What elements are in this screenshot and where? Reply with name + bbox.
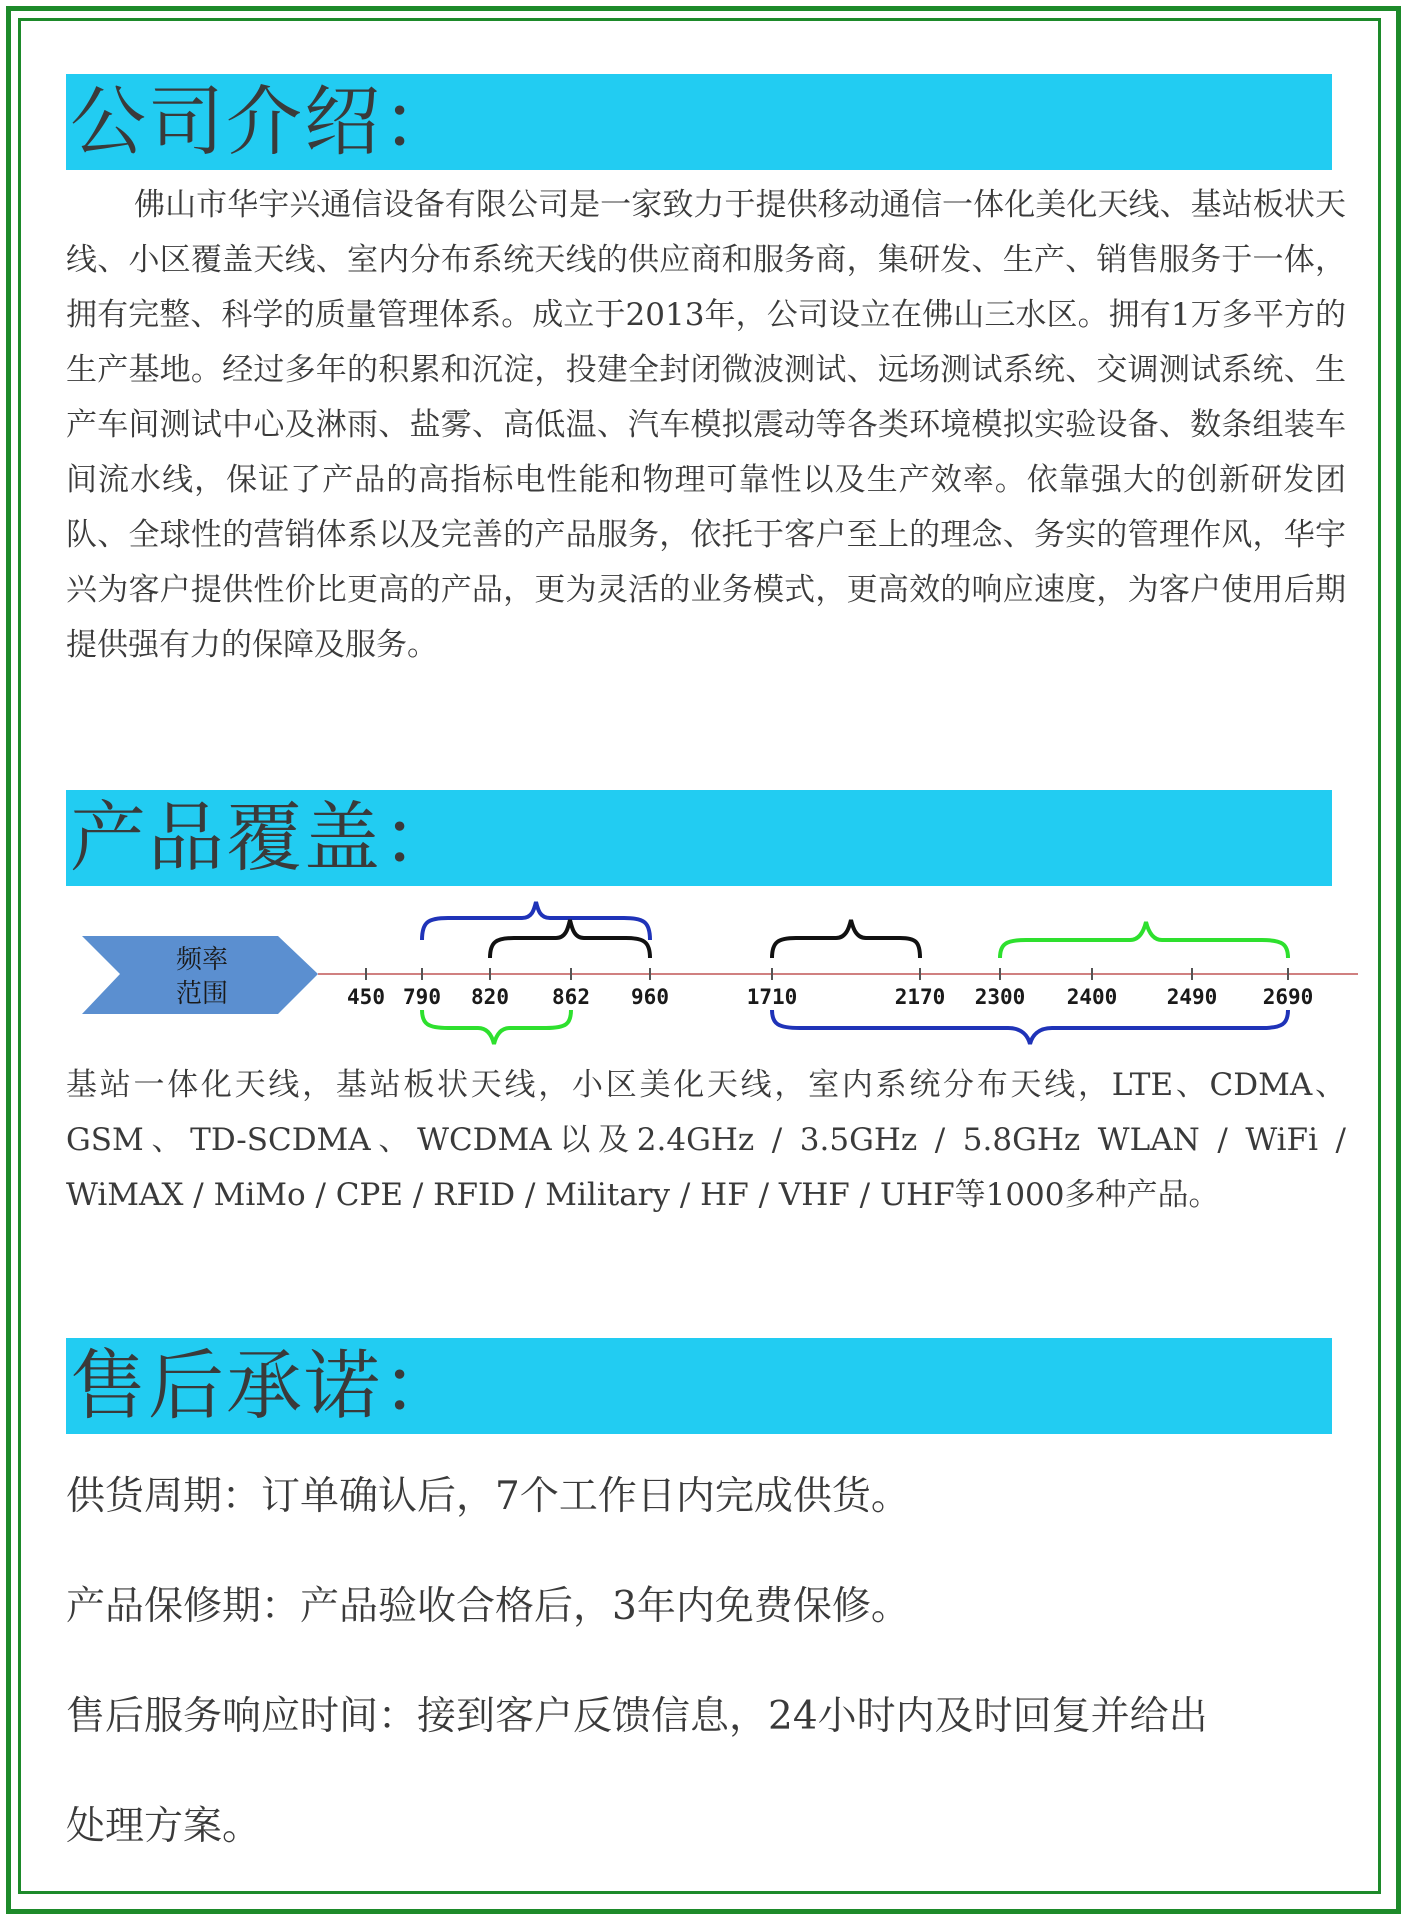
tick-label-2300: 2300 <box>974 985 1026 1009</box>
tick-label-790: 790 <box>403 985 441 1009</box>
tick-label-2170: 2170 <box>894 985 946 1009</box>
tick-label-450: 450 <box>347 985 385 1009</box>
promise-delivery: 供货周期：订单确认后，7个工作日内完成供货。 <box>66 1474 910 1519</box>
brace-green-2300-2690 <box>1000 922 1288 958</box>
arrow-label-line1: 频率 <box>175 945 229 975</box>
intro-paragraph: 佛山市华宇兴通信设备有限公司是一家致力于提供移动通信一体化美化天线、基站板状天线、小区覆盖天线、室内分布系统天线的供应商和服务商，集研发、生产、销售服务于一体，拥有完整、科学的质量管理体系。成立于2013年，公司设立在佛山三水区。拥有1万多平方的生产基地。经过多年的积累和沉淀，投建全封闭微波测试、远场测试系统、交调测试系统、生产车间测试中心及淋雨、盐雾、高低温、汽车模拟震动等各类环境模拟实验设备、数条组装车间流水线，保证了产品的高指标电性能和物理可靠性以及生产效率。依靠强大的创新研发团队、全球性的营销体系以及完善的产品服务，依托于客户至上的理念、务实的管理作风，华宇兴为客户提供性价比更高的产品，更为灵活的业务模式，更高效的响应速度，为客户使用后期提供强有力的保障及服务。 <box>66 187 1346 663</box>
promise-warranty: 产品保修期：产品验收合格后，3年内免费保修。 <box>66 1584 910 1629</box>
brace-black-820-960 <box>490 920 650 958</box>
brace-green-790-862 <box>422 1010 571 1044</box>
tick-label-820: 820 <box>471 985 509 1009</box>
promise-response-cont: 处理方案。 <box>66 1804 262 1849</box>
tick-label-960: 960 <box>631 985 669 1009</box>
section-title-after-sales: 售后承诺： <box>70 1341 460 1430</box>
tick-label-1710: 1710 <box>746 985 798 1009</box>
section-title-intro: 公司介绍： <box>70 77 460 166</box>
products-paragraph: 基站一体化天线，基站板状天线，小区美化天线，室内系统分布天线，LTE、CDMA、GSM、TD-SCDMA、WCDMA以及2.4GHz / 3.5GHz / 5.8GHz WLAN / WiFi / WiMAX / MiMo / CPE / RFID / Military / HF / VHF / UHF等1000多种产品。 <box>66 1067 1346 1213</box>
section-title-products: 产品覆盖： <box>70 793 460 882</box>
frequency-range-diagram <box>0 898 1409 1048</box>
tick-label-2490: 2490 <box>1166 985 1218 1009</box>
section-banner-intro <box>66 74 1332 170</box>
promise-response: 售后服务响应时间：接到客户反馈信息，24小时内及时回复并给出 <box>66 1694 1208 1739</box>
brace-black-1710-2170 <box>772 920 920 958</box>
tick-label-2690: 2690 <box>1262 985 1314 1009</box>
arrow-label-line2: 范围 <box>175 979 229 1009</box>
brace-blue-1710-2690 <box>772 1010 1288 1044</box>
tick-label-862: 862 <box>552 985 590 1009</box>
section-banner-after-sales <box>66 1338 1332 1434</box>
brace-blue-790-960 <box>422 902 650 940</box>
section-banner-products <box>66 790 1332 886</box>
tick-label-2400: 2400 <box>1066 985 1118 1009</box>
